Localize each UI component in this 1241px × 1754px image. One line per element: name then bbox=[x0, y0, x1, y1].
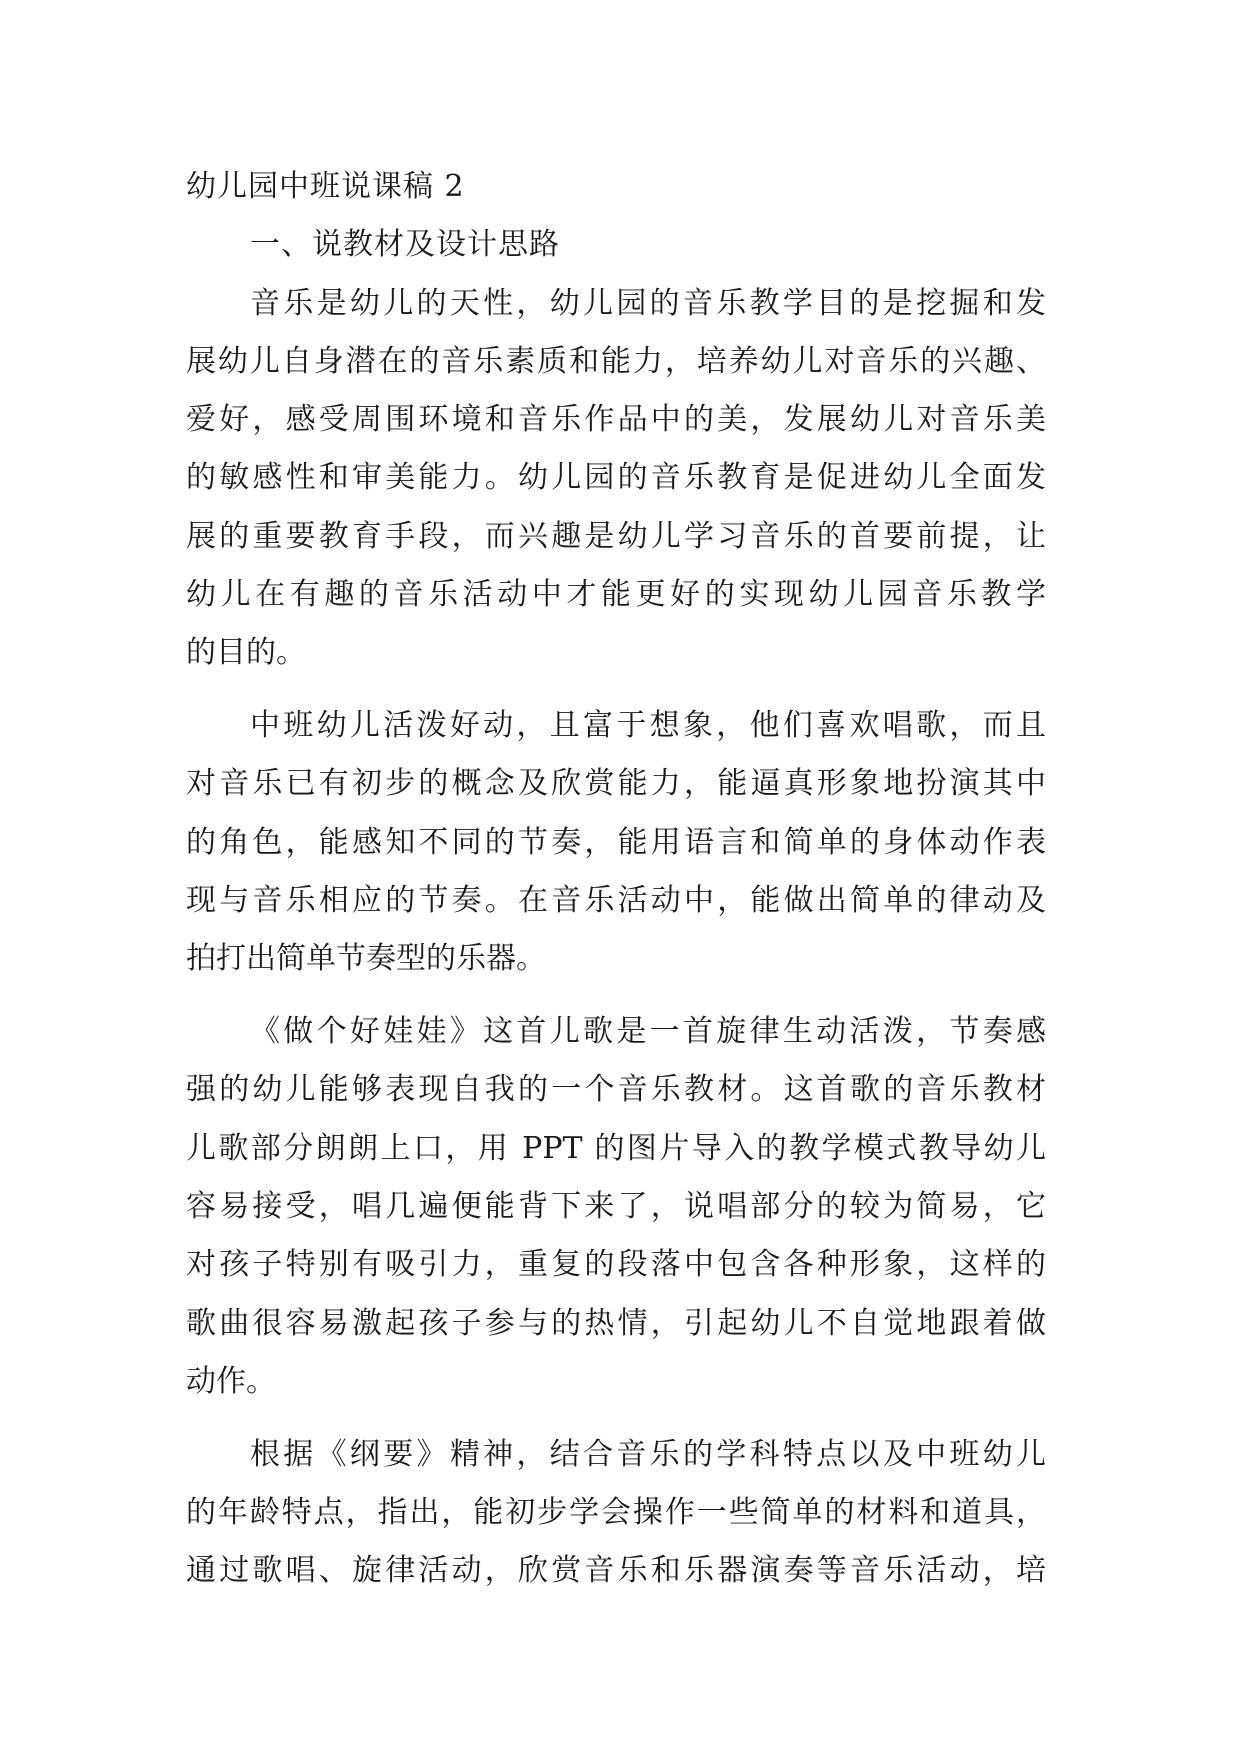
paragraph-3 bbox=[186, 1003, 1046, 1411]
paragraph-line: 的年龄特点，指出，能初步学会操作一些简单的材料和道具， bbox=[186, 1495, 1046, 1531]
paragraph-line: 强的幼儿能够表现自我的一个音乐教材。这首歌的音乐教材 bbox=[186, 1072, 1046, 1108]
paragraph-line: 歌曲很容易激起孩子参与的热情，引起幼儿不自觉地跟着做 bbox=[186, 1305, 1046, 1341]
section-heading: 一、说教材及设计思路 bbox=[250, 227, 560, 263]
paragraph-line: 的目的。 bbox=[186, 635, 306, 671]
paragraph-line: 爱好，感受周围环境和音乐作品中的美，发展幼儿对音乐美 bbox=[186, 402, 1046, 438]
paragraph-line: 根据《纲要》精神，结合音乐的学科特点以及中班幼儿 bbox=[250, 1436, 1046, 1472]
paragraph-line: 的角色，能感知不同的节奏，能用语言和简单的身体动作表 bbox=[186, 824, 1046, 860]
paragraph-line: 中班幼儿活泼好动，且富于想象，他们喜欢唱歌，而且 bbox=[250, 708, 1046, 744]
title-block bbox=[186, 158, 1046, 216]
paragraph-line: 动作。 bbox=[186, 1363, 276, 1399]
paragraph-line: 音乐是幼儿的天性，幼儿园的音乐教学目的是挖掘和发 bbox=[250, 285, 1046, 321]
section-heading-block bbox=[186, 216, 1046, 274]
paragraph-2 bbox=[186, 697, 1046, 988]
paragraph-1 bbox=[186, 275, 1046, 683]
paragraph-line: 的敏感性和审美能力。幼儿园的音乐教育是促进幼儿全面发 bbox=[186, 460, 1046, 496]
paragraph-line: 拍打出简单节奏型的乐器。 bbox=[186, 941, 546, 977]
paragraph-line: 容易接受，唱几遍便能背下来了，说唱部分的较为简易，它 bbox=[186, 1189, 1046, 1225]
paragraph-line: 幼儿在有趣的音乐活动中才能更好的实现幼儿园音乐教学 bbox=[186, 577, 1046, 613]
paragraph-line: 《做个好娃娃》这首儿歌是一首旋律生动活泼，节奏感 bbox=[250, 1014, 1046, 1050]
paragraph-line: 现与音乐相应的节奏。在音乐活动中，能做出简单的律动及 bbox=[186, 883, 1046, 919]
paragraph-line: 展的重要教育手段，而兴趣是幼儿学习音乐的首要前提，让 bbox=[186, 518, 1046, 554]
paragraph-line: 通过歌唱、旋律活动，欣赏音乐和乐器演奏等音乐活动，培 bbox=[186, 1553, 1046, 1589]
document-title: 幼儿园中班说课稿 2 bbox=[186, 169, 465, 204]
document-body bbox=[186, 158, 1046, 1615]
paragraph-line: 对音乐已有初步的概念及欣赏能力，能逼真形象地扮演其中 bbox=[186, 766, 1046, 802]
paragraph-line: 展幼儿自身潜在的音乐素质和能力，培养幼儿对音乐的兴趣、 bbox=[186, 343, 1046, 379]
paragraph-line: 儿歌部分朗朗上口，用 PPT 的图片导入的教学模式教导幼儿 bbox=[186, 1130, 1046, 1166]
paragraph-4 bbox=[186, 1426, 1046, 1601]
paragraph-line: 对孩子特别有吸引力，重复的段落中包含各种形象，这样的 bbox=[186, 1247, 1046, 1283]
